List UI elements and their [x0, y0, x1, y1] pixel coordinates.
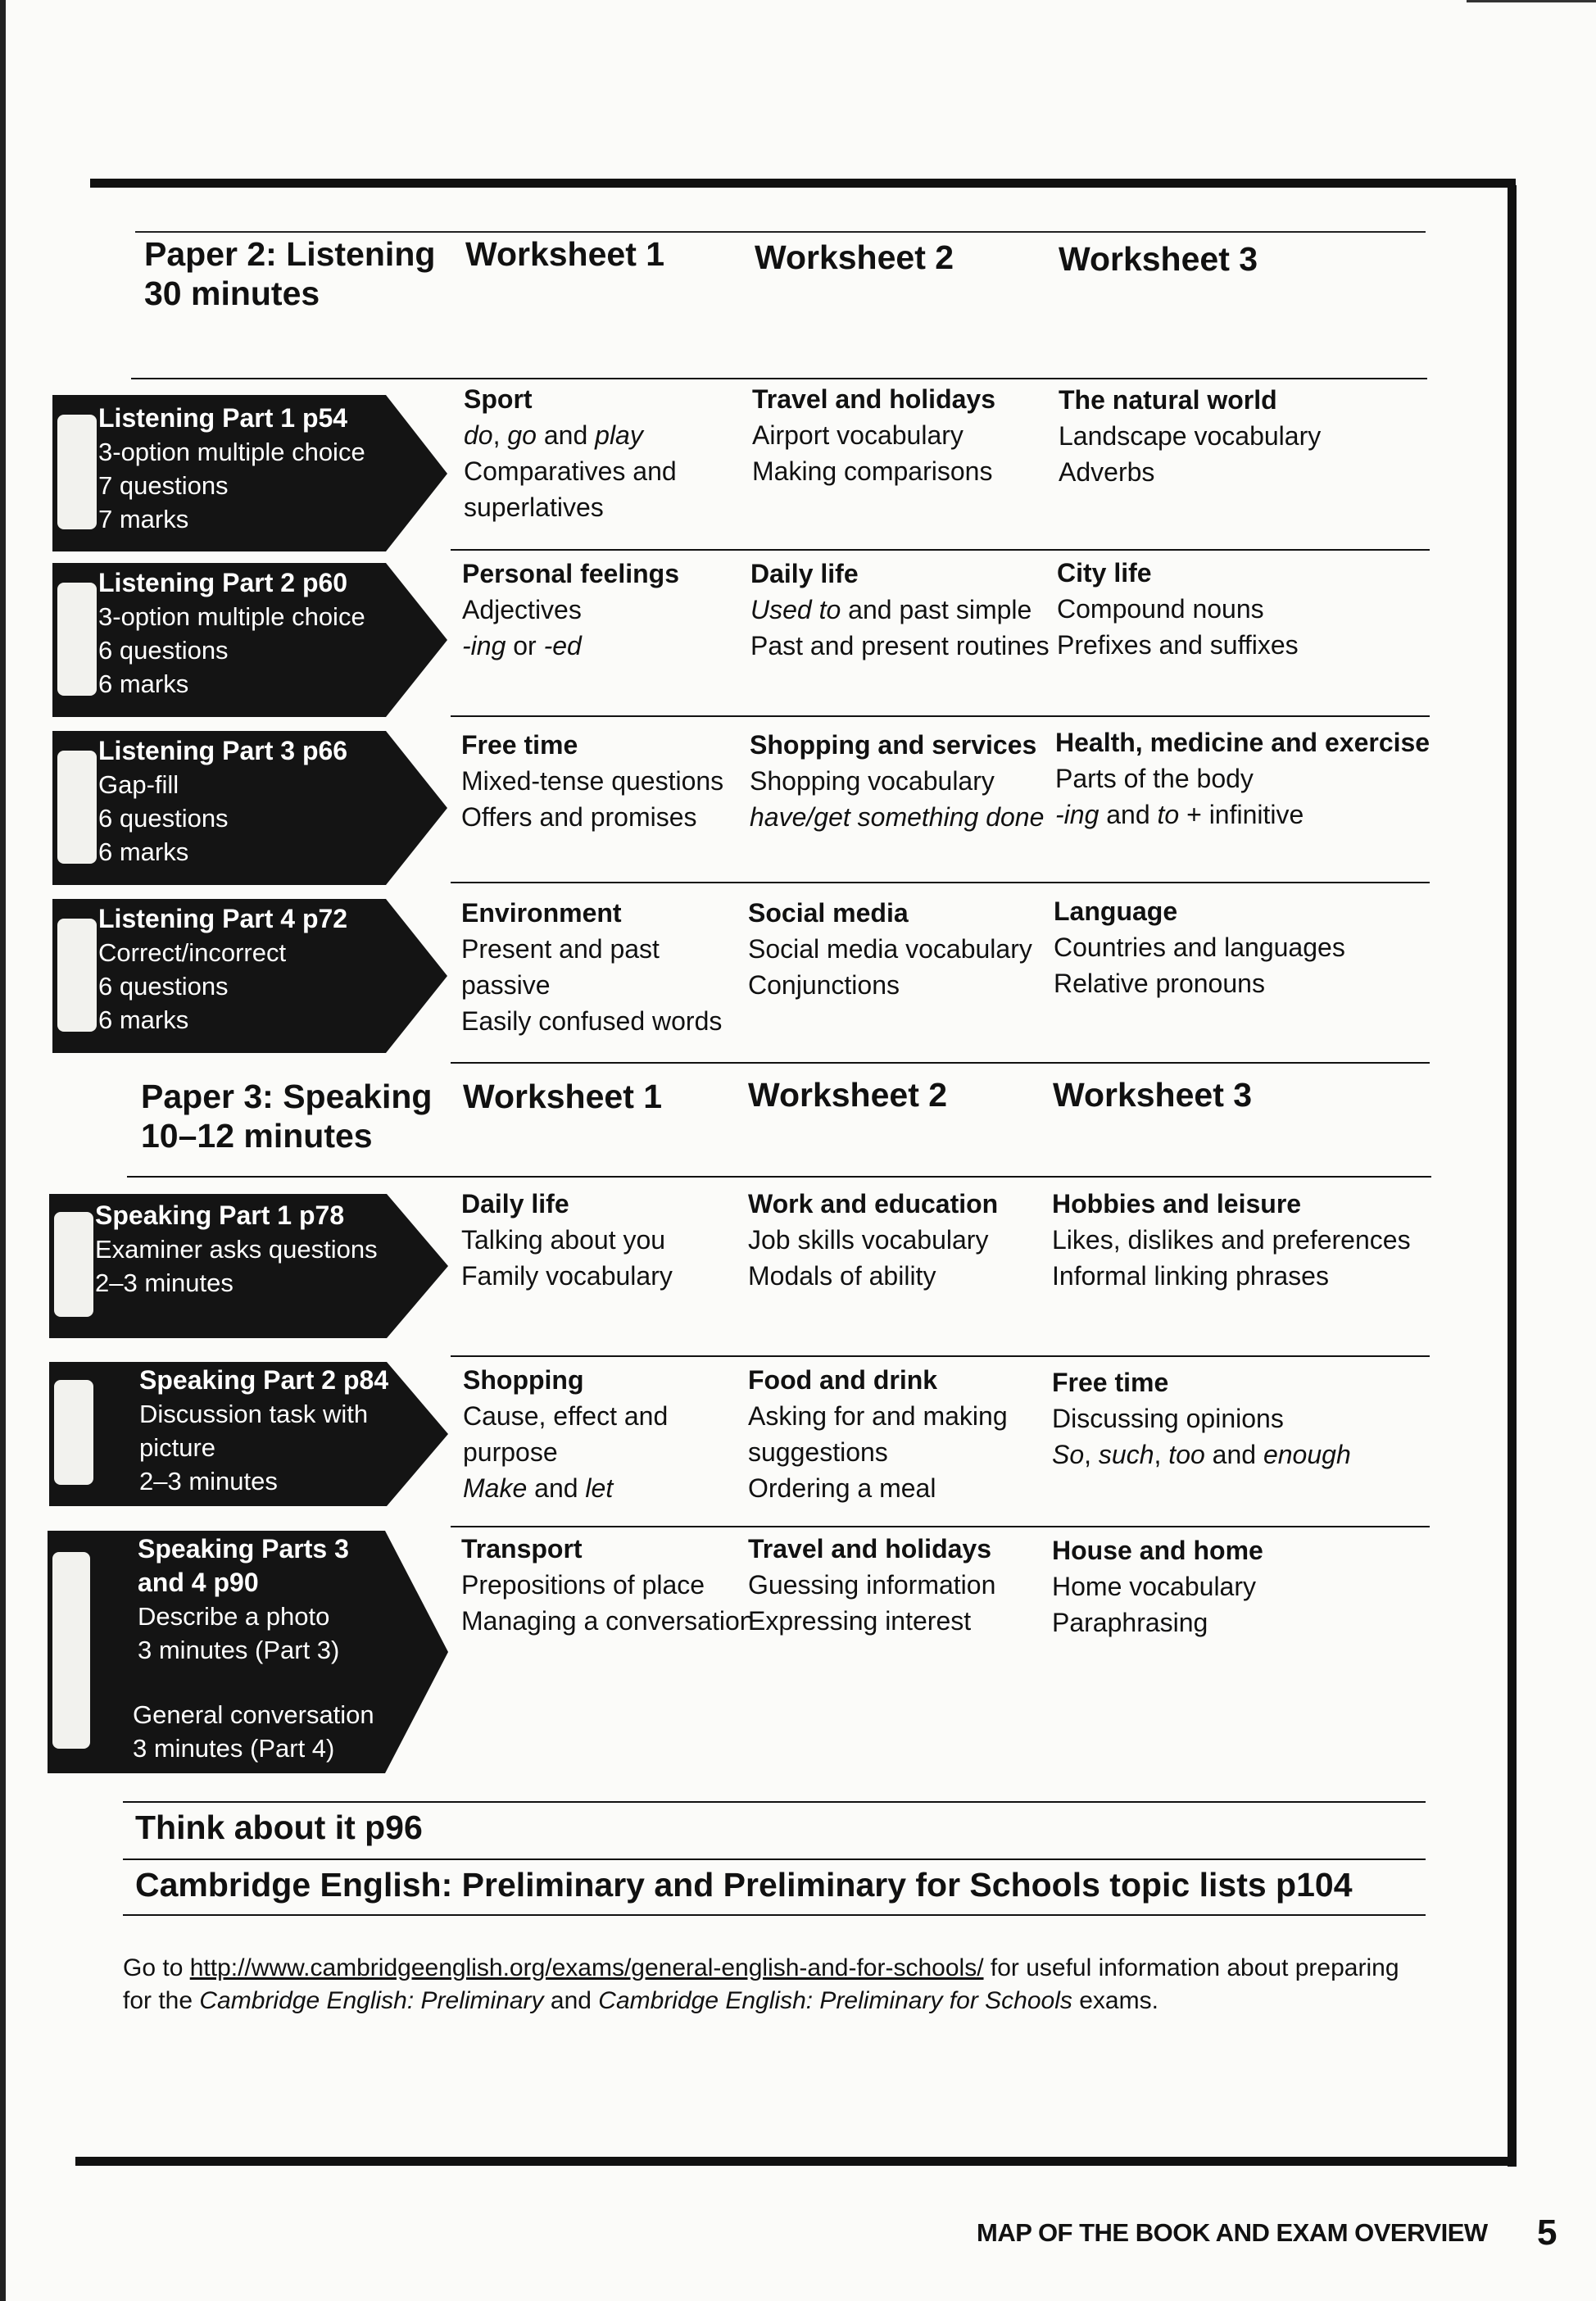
cell-line: do, go and play [464, 420, 643, 450]
cell-line: Discussing opinions [1052, 1404, 1284, 1433]
listening-row3-ws2 [750, 727, 1044, 835]
goto-line2 [123, 1985, 1399, 2017]
cell-topic: Daily life [461, 1189, 569, 1219]
banner-line: 7 questions [98, 471, 229, 500]
footer-section-label: MAP OF THE BOOK AND EXAM OVERVIEW [977, 2218, 1488, 2247]
listening-row4-ws3 [1054, 893, 1345, 1001]
divider [451, 1355, 1430, 1357]
speaking-row1-ws3 [1052, 1186, 1411, 1294]
banner-title: and 4 p90 [138, 1568, 259, 1597]
speaking-row2-ws3 [1052, 1364, 1351, 1473]
cell-topic: Travel and holidays [752, 384, 995, 414]
listening-heading-line1: Paper 2: Listening [144, 235, 436, 273]
cell-topic: Travel and holidays [748, 1534, 991, 1564]
banner-line: 3-option multiple choice [98, 438, 365, 466]
cell-line: Mixed-tense questions [461, 766, 724, 796]
cell-line: Managing a conversation [461, 1606, 755, 1636]
divider [451, 549, 1430, 551]
listening-heading-line2: 30 minutes [144, 275, 320, 312]
divider [451, 715, 1430, 717]
banner-line: Gap-fill [98, 770, 179, 799]
banner-line: Correct/incorrect [98, 938, 287, 967]
cell-line: Relative pronouns [1054, 969, 1265, 998]
cell-topic: Language [1054, 896, 1178, 926]
banner-title: Speaking Parts 3 [138, 1534, 349, 1564]
cell-line: Prepositions of place [461, 1570, 705, 1600]
cell-topic: Personal feelings [462, 559, 679, 588]
listening-row2-ws3 [1057, 555, 1299, 663]
exam-name: Cambridge English: Preliminary [199, 1987, 544, 2014]
cell-line: So, such, too and enough [1052, 1440, 1351, 1469]
listening-part4-banner [46, 897, 447, 1055]
cell-line: Paraphrasing [1052, 1608, 1208, 1637]
cell-line: Family vocabulary [461, 1261, 673, 1291]
banner-title: Listening Part 3 p66 [98, 736, 348, 765]
banner-line: 2–3 minutes [95, 1268, 234, 1297]
cell-line: have/get something done [750, 802, 1045, 832]
frame-top-border [90, 179, 1516, 188]
cell-line: -ing or -ed [462, 631, 582, 660]
listening-heading [144, 234, 435, 313]
scan-edge-top [1467, 0, 1596, 2]
banner-line: 6 questions [98, 636, 229, 665]
banner-line: 3-option multiple choice [98, 602, 365, 631]
cell-topic: Shopping [463, 1365, 584, 1395]
page-number: 5 [1537, 2212, 1557, 2253]
banner-title: Listening Part 4 p72 [98, 904, 348, 933]
listening-part1-banner [46, 393, 447, 553]
cell-topic: Environment [461, 898, 622, 928]
banner-line: 6 marks [98, 837, 189, 866]
scan-edge [0, 0, 6, 2301]
listening-row3-ws1 [461, 727, 723, 835]
speaking-row3-ws1 [461, 1531, 755, 1639]
banner-line: 7 marks [98, 505, 189, 533]
cell-line: Easily confused words [461, 1006, 723, 1036]
cell-line: Expressing interest [748, 1606, 972, 1636]
cell-line: Comparatives and [464, 456, 677, 486]
banner-title: Speaking Part 1 p78 [95, 1200, 345, 1230]
cell-line: Informal linking phrases [1052, 1261, 1329, 1291]
listening-row2-ws1 [462, 556, 679, 664]
listening-row1-ws2 [752, 381, 995, 489]
divider [451, 1526, 1430, 1527]
banner-line: 2–3 minutes [139, 1467, 278, 1495]
listening-row3-ws3 [1055, 724, 1430, 833]
cell-line: Offers and promises [461, 802, 697, 832]
cell-topic: Hobbies and leisure [1052, 1189, 1302, 1219]
cell-line: Make and let [463, 1473, 614, 1503]
banner-line: Examiner asks questions [95, 1235, 378, 1264]
speaking-row3-ws3 [1052, 1532, 1263, 1641]
speaking-ws1-header: Worksheet 1 [463, 1078, 663, 1115]
frame-right-border [1508, 185, 1517, 2167]
goto-prefix: Go to [123, 1954, 190, 1981]
cell-topic: Transport [461, 1534, 583, 1564]
listening-row4-ws2 [748, 895, 1032, 1003]
cell-line: Adjectives [462, 595, 582, 624]
cell-line: Prefixes and suffixes [1057, 630, 1299, 660]
cell-line: suggestions [748, 1437, 888, 1467]
cell-topic: Free time [1052, 1368, 1169, 1397]
listening-row1-ws1 [464, 381, 677, 525]
banner-line: 6 questions [98, 804, 229, 833]
listening-part2-banner [46, 561, 447, 719]
cell-topic: City life [1057, 558, 1152, 588]
cell-topic: Free time [461, 730, 578, 760]
listening-row4-ws1 [461, 895, 722, 1039]
cell-line: Conjunctions [748, 970, 900, 1000]
cell-line: Home vocabulary [1052, 1572, 1256, 1601]
cell-line: Social media vocabulary [748, 934, 1032, 964]
speaking-row1-ws2 [748, 1186, 998, 1294]
listening-ws1-header: Worksheet 1 [465, 235, 665, 273]
banner-line: 3 minutes (Part 4) [133, 1734, 335, 1763]
cell-line: Used to and past simple [750, 595, 1032, 624]
divider [123, 1914, 1426, 1916]
cell-topic: Sport [464, 384, 533, 414]
banner-line: Describe a photo [138, 1602, 330, 1631]
banner-line: picture [139, 1433, 216, 1462]
banner-line: Discussion task with [139, 1400, 369, 1428]
divider [451, 882, 1430, 883]
divider [451, 1062, 1430, 1064]
listening-part3-banner [46, 729, 447, 887]
banner-line: 3 minutes (Part 3) [138, 1636, 340, 1664]
listening-ws2-header: Worksheet 2 [755, 238, 954, 276]
cell-topic: Daily life [750, 559, 859, 588]
banner-line: 6 questions [98, 972, 229, 1001]
goto-text: exams. [1072, 1987, 1158, 2014]
listening-row1-ws3 [1059, 382, 1321, 490]
divider [135, 231, 1426, 233]
cell-line: Parts of the body [1055, 764, 1254, 793]
cell-line: Adverbs [1059, 457, 1155, 487]
cell-line: Making comparisons [752, 456, 993, 486]
exam-name: Cambridge English: Preliminary for Schools [598, 1987, 1072, 2014]
goto-after-url: for useful information about preparing [983, 1954, 1399, 1981]
cell-line: Shopping vocabulary [750, 766, 995, 796]
speaking-ws3-header: Worksheet 3 [1053, 1076, 1253, 1114]
cell-topic: Shopping and services [750, 730, 1037, 760]
divider [123, 1858, 1426, 1860]
cell-line: passive [461, 970, 551, 1000]
listening-ws3-header: Worksheet 3 [1059, 240, 1258, 278]
speaking-part1-banner [43, 1192, 448, 1340]
cell-line: Landscape vocabulary [1059, 421, 1322, 451]
speaking-heading [141, 1077, 432, 1155]
banner-title: Listening Part 2 p60 [98, 568, 348, 597]
divider [123, 1801, 1426, 1803]
cell-line: Past and present routines [750, 631, 1050, 660]
cell-line: Countries and languages [1054, 933, 1345, 962]
cell-line: Talking about you [461, 1225, 666, 1255]
speaking-heading-line1: Paper 3: Speaking [141, 1078, 433, 1115]
cell-line: Airport vocabulary [752, 420, 963, 450]
goto-text: and [543, 1987, 599, 2014]
speaking-row2-ws1 [463, 1362, 668, 1506]
topic-lists: Cambridge English: Preliminary and Preliminary for Schools topic lists p104 [135, 1866, 1353, 1904]
cell-topic: Social media [748, 898, 909, 928]
cambridge-link[interactable]: http://www.cambridgeenglish.org/exams/general-english-and-for-schools/ [189, 1954, 984, 1981]
speaking-heading-line2: 10–12 minutes [141, 1117, 373, 1155]
banner-line: 6 marks [98, 1005, 189, 1034]
cell-line: Cause, effect and [463, 1401, 669, 1431]
banner-title: Speaking Part 2 p84 [139, 1365, 389, 1395]
cell-line: Guessing information [748, 1570, 996, 1600]
listening-row2-ws2 [750, 556, 1050, 664]
banner-line: 6 marks [98, 669, 189, 698]
speaking-row1-ws1 [461, 1186, 673, 1294]
goto-paragraph [123, 1952, 1399, 2017]
speaking-part2-banner [43, 1360, 448, 1508]
cell-line: Compound nouns [1057, 594, 1264, 624]
frame-bottom-border [75, 2157, 1514, 2166]
cell-topic: House and home [1052, 1536, 1263, 1565]
speaking-row3-ws2 [748, 1531, 995, 1639]
cell-line: Asking for and making [748, 1401, 1008, 1431]
cell-line: -ing and to + infinitive [1055, 800, 1304, 829]
cell-line: Ordering a meal [748, 1473, 936, 1503]
cell-topic: Work and education [748, 1189, 999, 1219]
banner-line: General conversation [133, 1700, 374, 1729]
cell-topic: The natural world [1059, 385, 1277, 415]
divider [131, 378, 1427, 379]
cell-line: Job skills vocabulary [748, 1225, 989, 1255]
cell-line: Present and past [461, 934, 660, 964]
cell-topic: Health, medicine and exercise [1055, 728, 1431, 757]
cell-line: Modals of ability [748, 1261, 936, 1291]
banner-title: Listening Part 1 p54 [98, 403, 348, 433]
cell-line: purpose [463, 1437, 558, 1467]
think-about-it: Think about it p96 [135, 1809, 423, 1846]
goto-text: for the [123, 1987, 200, 2014]
cell-line: superlatives [464, 492, 604, 522]
speaking-parts3-4-banner [41, 1529, 448, 1775]
goto-line1 [123, 1952, 1399, 1985]
speaking-ws2-header: Worksheet 2 [748, 1076, 948, 1114]
speaking-row2-ws2 [748, 1362, 1008, 1506]
cell-line: Likes, dislikes and preferences [1052, 1225, 1411, 1255]
divider [127, 1176, 1431, 1178]
cell-topic: Food and drink [748, 1365, 938, 1395]
